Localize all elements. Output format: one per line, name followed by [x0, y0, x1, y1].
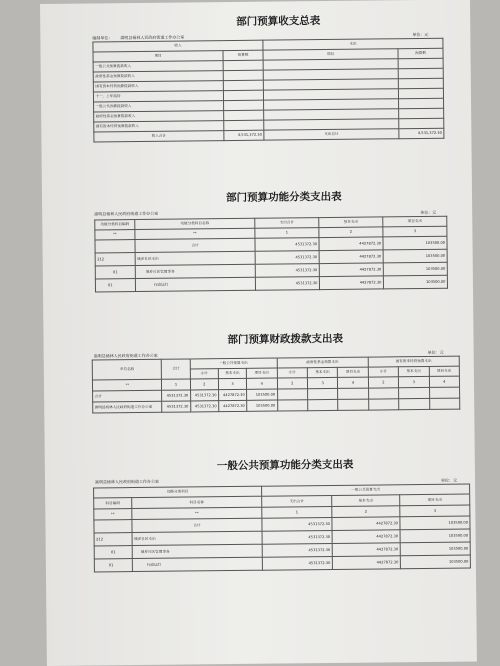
- col-category: 功能分类科目: [94, 486, 262, 498]
- table-cell: 212: [95, 253, 135, 266]
- sub-header: 支出合计: [262, 495, 332, 507]
- expense-total-label: 支出总计: [264, 129, 399, 140]
- table-cell: 01: [95, 266, 135, 279]
- group-general: 一般公共预算支出: [190, 358, 277, 369]
- index-cell: 2: [332, 506, 400, 518]
- index-cell: 3: [400, 505, 470, 517]
- col-name: 科目名称: [132, 496, 262, 508]
- table-cell: 合计: [93, 390, 163, 402]
- expense-total: 4,531,372.30: [399, 128, 444, 138]
- col-budget: 预算数: [223, 50, 263, 60]
- doc2-unit-name: 嵩明县杨林人民政府街道工作办公室: [94, 210, 159, 217]
- sub-header: 基本支出: [218, 368, 246, 378]
- table-cell: 4427872.30: [332, 543, 400, 557]
- table-cell: 4531372.30: [162, 401, 190, 412]
- table-cell: [95, 240, 135, 253]
- income-header: 收入: [93, 40, 263, 52]
- table-cell: 01: [94, 559, 132, 572]
- index-cell: 4: [247, 378, 278, 389]
- index-cell: 1: [255, 228, 319, 239]
- paper-sheet: [40, 0, 477, 666]
- sub-header: 基本支出: [307, 367, 337, 377]
- doc3-currency: 单位：元: [427, 349, 444, 355]
- sub-header: 小计: [277, 368, 307, 378]
- table-cell: 合计: [135, 238, 255, 252]
- doc1-unit-name: 嵩明县杨林人民政府街道工作办公室: [120, 34, 185, 41]
- index-cell: 4: [338, 377, 369, 388]
- table-cell: 4427872.30: [332, 556, 400, 570]
- table-cell: 4427872.30: [319, 276, 383, 290]
- header: 支出合计: [255, 218, 319, 229]
- doc3-table: [92, 356, 461, 414]
- table-cell: 4531372.30: [262, 543, 332, 557]
- table-cell: 4427872.30: [332, 530, 400, 544]
- table-cell: 01: [95, 279, 135, 292]
- table-cell: 城乡社区管理事务: [135, 264, 255, 278]
- doc2-currency: 单位：元: [420, 209, 437, 216]
- income-row: 国有资本经营预算拨款收入: [93, 81, 223, 92]
- table-cell: 4531372.30: [162, 390, 190, 401]
- col-item: 项目: [93, 51, 223, 62]
- sub-header: 项目支出: [246, 368, 277, 378]
- doc3-unit-name: 嵩明县杨林人民政府街道工作办公室: [93, 352, 158, 359]
- doc4-title: 一般公共预算功能分类支出表: [216, 458, 354, 473]
- index-cell: **: [94, 509, 132, 520]
- index-cell: 4: [429, 376, 460, 387]
- sub-header: 基本支出: [398, 366, 428, 376]
- table-cell: 01: [94, 546, 132, 559]
- col-budget: 预算数: [398, 48, 443, 58]
- table-cell: 103500.00: [247, 389, 278, 400]
- table-cell: 合计: [132, 518, 262, 532]
- table-cell: 4531372.30: [190, 401, 218, 412]
- index-cell: 1: [162, 379, 190, 390]
- table-cell: 4427872.30: [218, 389, 246, 400]
- header: 功能分类科目编码: [95, 220, 135, 230]
- table-cell: 4531372.30: [255, 251, 319, 265]
- income-total: 4,531,372.30: [224, 130, 264, 140]
- index-cell: 2: [277, 378, 308, 389]
- table-cell: 4427872.30: [332, 517, 400, 531]
- table-cell: 4531372.30: [255, 238, 319, 252]
- doc2-table: [94, 216, 448, 293]
- index-cell: 3: [399, 376, 430, 387]
- doc4-table: [93, 484, 471, 573]
- col-group: 一般公共预算支出: [262, 484, 470, 496]
- table-cell: 4427872.30: [319, 250, 383, 264]
- table-cell: 103500.00: [400, 542, 470, 556]
- income-total-label: 收入合计: [94, 131, 224, 142]
- table-cell: 4531372.30: [262, 556, 332, 570]
- index-cell: 3: [383, 226, 447, 237]
- income-row: 十一、上年结转: [93, 91, 223, 102]
- table-cell: 212: [94, 533, 132, 546]
- index-cell: 2: [368, 377, 399, 388]
- doc1-unit-label: 编制单位：: [92, 35, 113, 41]
- table-cell: 4427872.30: [319, 237, 383, 251]
- doc1-table: [92, 38, 444, 143]
- expense-header: 支出: [263, 38, 443, 50]
- group-state: 国有资本经营预算支出: [368, 356, 459, 367]
- table-cell: 4427872.30: [219, 400, 247, 411]
- col-code: 科目编码: [94, 498, 132, 509]
- table-cell: 城乡社区支出: [135, 251, 255, 265]
- index-cell: 2: [319, 227, 383, 238]
- table-cell: 行政运行: [132, 557, 262, 571]
- table-cell: 103500.00: [383, 275, 447, 289]
- doc1-currency: 单位：元: [412, 31, 429, 38]
- table-cell: [94, 520, 132, 533]
- sub-header: 项目支出: [400, 494, 470, 506]
- table-cell: 城乡社区支出: [132, 531, 262, 545]
- header: 项目支出: [383, 216, 447, 227]
- header: 功能分类科目名称: [135, 218, 255, 229]
- doc4-currency: 单位：元: [440, 477, 458, 483]
- income-row: 政府性基金预算拨款收入: [94, 111, 224, 122]
- doc3-title: 部门预算财政拨款支出表: [227, 332, 344, 347]
- income-row: 一般公共预算拨款收入: [93, 61, 223, 72]
- sub-header: 小计: [190, 369, 218, 379]
- index-cell: **: [132, 507, 262, 519]
- sub-header: 项目支出: [338, 367, 369, 377]
- table-cell: 103500.00: [400, 529, 470, 543]
- sub-header: 项目支出: [429, 366, 460, 376]
- table-cell: 103500.00: [400, 516, 470, 530]
- index-cell: 3: [307, 377, 338, 388]
- index-cell: 2: [190, 379, 218, 390]
- table-cell: 城乡社区管理事务: [132, 544, 262, 558]
- table-cell: 4531372.30: [255, 264, 319, 278]
- doc2-title: 部门预算功能分类支出表: [225, 190, 342, 205]
- col-item: 项目: [263, 49, 398, 60]
- table-cell: 4531372.30: [262, 517, 332, 531]
- income-row: 国有资本经营预算拨款收入: [94, 121, 224, 132]
- table-cell: 103500.00: [383, 249, 447, 263]
- header: 基本支出: [319, 217, 383, 228]
- table-cell: 4531372.30: [190, 390, 218, 401]
- group-fund: 政府性基金预算支出: [277, 357, 368, 368]
- table-cell: 4531372.30: [262, 530, 332, 544]
- table-cell: 嵩明县杨林人民政府街道工作办公室: [93, 401, 163, 413]
- index-cell: 1: [262, 506, 332, 518]
- table-cell: 4427872.30: [319, 263, 383, 277]
- table-cell: 103500.00: [247, 400, 278, 411]
- doc1-title: 部门预算收支总表: [236, 15, 321, 28]
- table-cell: 103500.00: [383, 236, 447, 250]
- table-cell: 4531372.30: [255, 277, 319, 291]
- index-cell: **: [135, 228, 255, 239]
- index-cell: **: [92, 379, 162, 391]
- table-cell: 103500.00: [400, 555, 470, 569]
- income-row: 政府性基金预算拨款收入: [93, 71, 223, 82]
- sub-header: 基本支出: [332, 495, 400, 507]
- index-cell: 3: [218, 378, 246, 389]
- table-cell: 行政运行: [135, 277, 255, 291]
- col-total: 合计: [162, 359, 190, 379]
- sub-header: 小计: [368, 367, 398, 377]
- doc4-unit-name: 嵩明县杨林人民政府街道工作办公室: [94, 478, 160, 485]
- col-unit: 单位名称: [92, 359, 162, 380]
- income-row: 一般公共预算拨款收入: [94, 101, 224, 112]
- index-cell: **: [95, 230, 135, 240]
- table-cell: 103500.00: [383, 262, 447, 276]
